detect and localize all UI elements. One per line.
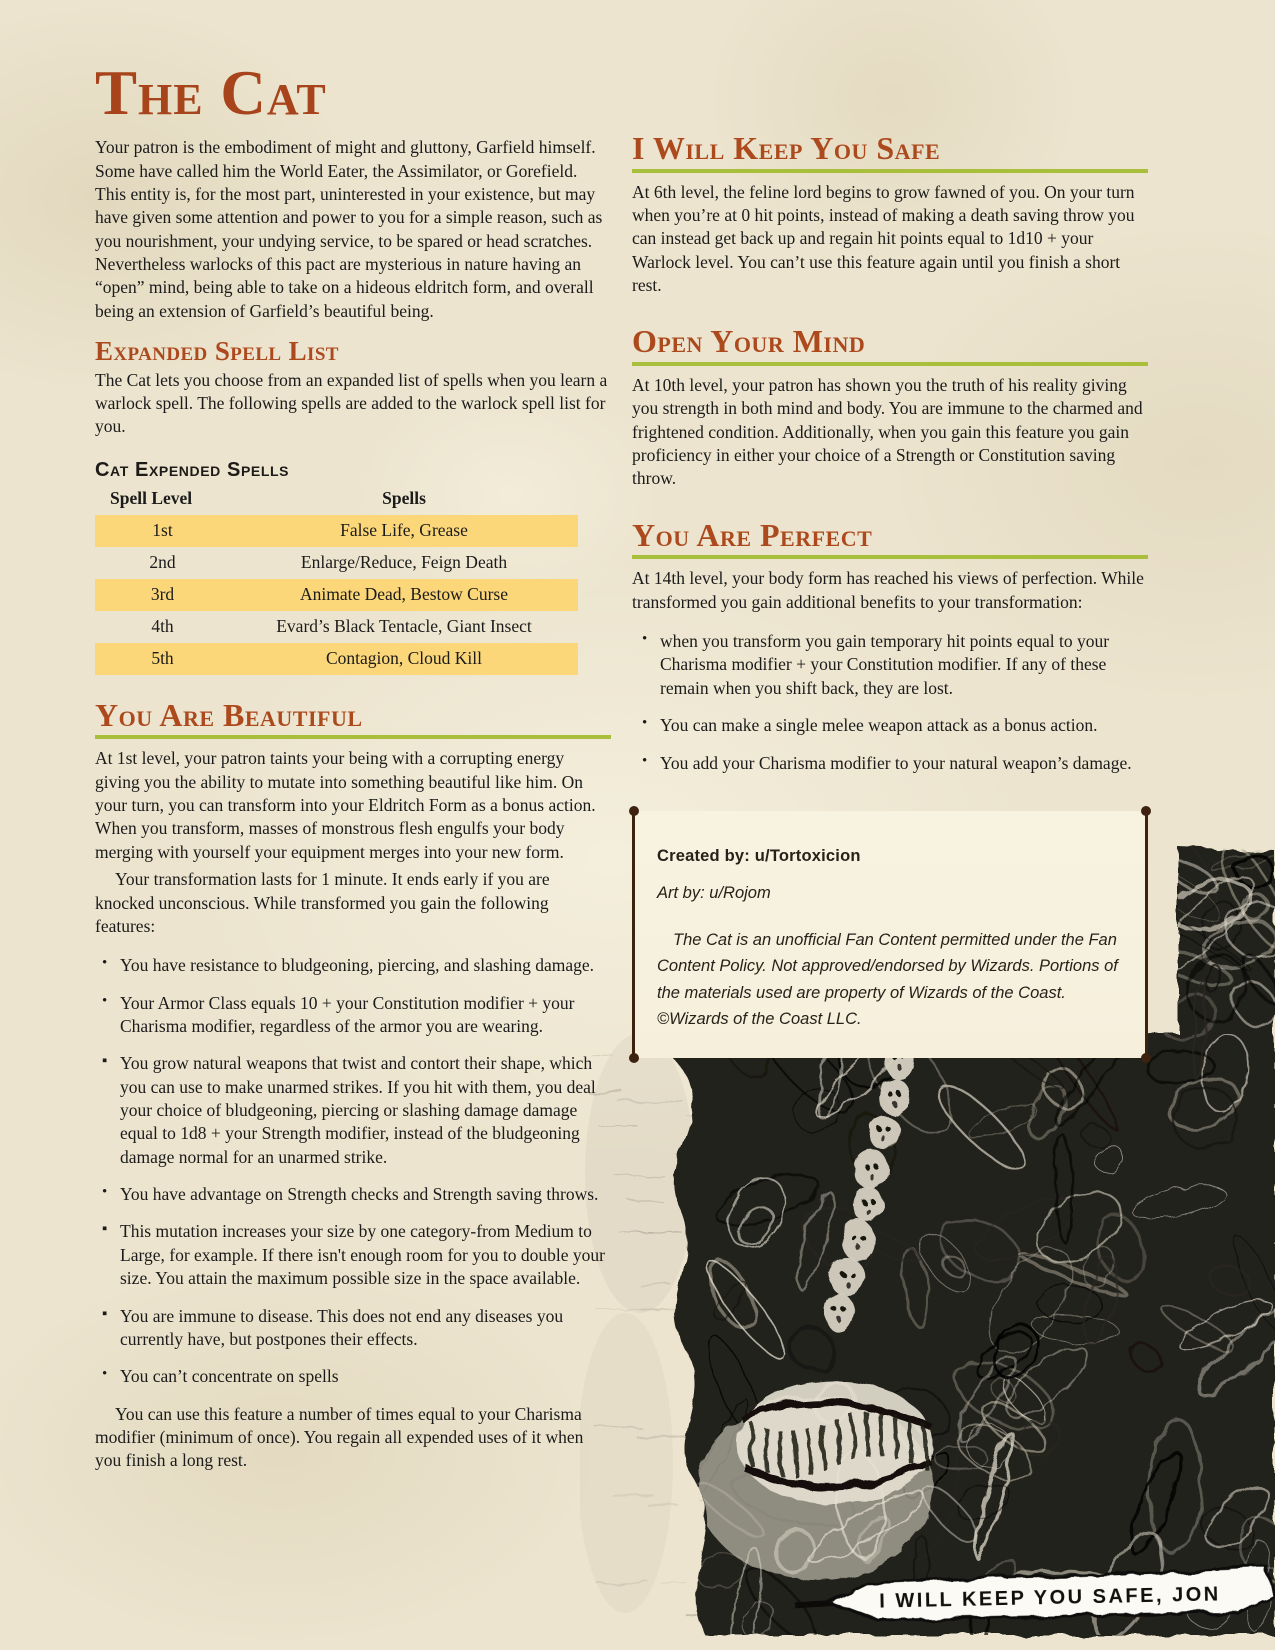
column-header-spells: Spells bbox=[382, 487, 426, 508]
list-item bbox=[95, 1183, 611, 1206]
you-are-perfect-body: At 14th level, your body form has reached his views of perfection. While transformed you gain additional benefits to your transformation: bbox=[632, 568, 1144, 612]
left-column bbox=[95, 60, 611, 1477]
list-item bbox=[632, 714, 1148, 737]
open-your-mind-body: At 10th level, your patron has shown you the truth of his reality giving you strength in both mind and body. You are immune to the charmed and frightened condition. Additionally, when you gain this feature you gain proficiency in either your choice of a Strength or Constitution saving throw. bbox=[632, 374, 1143, 489]
page-title: The Cat bbox=[95, 58, 327, 128]
corner-dot-icon bbox=[629, 806, 639, 816]
bullet-icon: • bbox=[102, 1366, 108, 1383]
list-item bbox=[95, 1220, 611, 1290]
list-item-text: You grow natural weapons that twist and contort their shape, which you can use to make unarmed strikes. If you hit with them, you deal your choice of bludgeoning, piercing or slashing damage damage equal to 1d8 + your Strength modifier, instead of the bludgeoning damage normal for an unarmed strike. bbox=[120, 1053, 596, 1167]
list-item-text: You are immune to disease. This does not end any diseases you currently have, but postpones their effects. bbox=[120, 1305, 564, 1349]
column-header-spell-level: Spell Level bbox=[110, 487, 193, 508]
heading-open-your-mind: Open Your Mind bbox=[632, 323, 866, 360]
bullet-icon: • bbox=[642, 631, 648, 648]
intro-paragraph: Your patron is the embodiment of might and gluttony, Garfield himself. Some have called him the World Eater, the Assimilator, or Gorefield. This entity is, for the most part, uninterested in your existence, but may have given some attention and power to you for a simple reason, such as you nourishment, your undying service, to be spared or head scratches. Nevertheless warlocks of this pact are mysterious in nature having an “open” mind, being able to take on a hideous eldritch form, and overall being an extension of Garfield’s beautiful being. bbox=[95, 137, 603, 321]
spells-cell: False Life, Grease bbox=[230, 515, 578, 547]
spell-table-title: Cat Expended Spells bbox=[95, 458, 290, 481]
list-item-text: You have resistance to bludgeoning, piercing, and slashing damage. bbox=[120, 955, 595, 976]
bullet-icon: ▪ bbox=[102, 1053, 108, 1070]
table-row bbox=[95, 643, 578, 675]
section-rule bbox=[632, 169, 1148, 173]
heading-i-will-keep-you-safe: I Will Keep You Safe bbox=[632, 130, 941, 166]
corner-dot-icon bbox=[1141, 806, 1151, 816]
section-rule bbox=[95, 735, 611, 739]
list-item bbox=[632, 630, 1148, 700]
spell-level-cell: 3rd bbox=[95, 579, 230, 611]
spell-level-cell: 1st bbox=[95, 515, 230, 547]
art-banner-caption: I WILL KEEP YOU SAFE, JON bbox=[879, 1583, 1221, 1613]
table-row bbox=[95, 611, 578, 643]
list-item bbox=[95, 1052, 611, 1169]
heading-you-are-beautiful: You Are Beautiful bbox=[95, 696, 363, 733]
heading-you-are-perfect: You Are Perfect bbox=[632, 516, 873, 553]
bullet-icon: • bbox=[642, 715, 648, 732]
spell-level-cell: 5th bbox=[95, 643, 230, 675]
table-row bbox=[95, 515, 578, 547]
list-item-text: when you transform you gain temporary hit points equal to your Charisma modifier + your Constitution modifier. If any of these remain when you shift back, they are lost. bbox=[660, 631, 1110, 698]
list-item-text: You have advantage on Strength checks and Strength saving throws. bbox=[120, 1184, 599, 1205]
spells-cell: Contagion, Cloud Kill bbox=[230, 643, 578, 675]
list-item bbox=[95, 954, 611, 977]
list-item bbox=[95, 1305, 611, 1352]
bullet-icon: • bbox=[102, 1184, 108, 1201]
bullet-icon: • bbox=[102, 992, 108, 1009]
list-item bbox=[95, 1365, 611, 1388]
credits-note-box bbox=[632, 811, 1148, 1059]
list-item-text: You add your Charisma modifier to your natural weapon’s damage. bbox=[660, 752, 1132, 773]
perfect-feature-list bbox=[632, 630, 1148, 775]
list-item-text: You can’t concentrate on spells bbox=[120, 1366, 339, 1387]
list-item bbox=[632, 752, 1148, 775]
table-header-row bbox=[95, 486, 578, 515]
beautiful-closing-paragraph: You can use this feature a number of times equal to your Charisma modifier (minimum of once). You regain all expended uses of it when you finish a long rest. bbox=[95, 1403, 584, 1471]
spells-cell: Animate Dead, Bestow Curse bbox=[230, 579, 578, 611]
list-item bbox=[95, 992, 611, 1039]
beautiful-paragraph-2: Your transformation lasts for 1 minute. It ends early if you are knocked unconscious. While transformed you gain the following features: bbox=[95, 869, 550, 936]
bullet-icon: ▪ bbox=[102, 1305, 108, 1322]
table-row bbox=[95, 547, 578, 579]
keep-you-safe-body: At 6th level, the feline lord begins to grow fawned of you. On your turn when you’re at 0 hit points, instead of making a death saving throw you can instead get back up and regain hit points equal to 1d10 + your Warlock level. You can’t use this feature again until you finish a short rest. bbox=[632, 181, 1135, 296]
bullet-icon: ▪ bbox=[102, 1221, 108, 1238]
right-column bbox=[632, 132, 1148, 1058]
beautiful-feature-list bbox=[95, 954, 611, 1388]
section-rule bbox=[632, 555, 1148, 559]
bullet-icon: • bbox=[642, 752, 648, 769]
table-row bbox=[95, 579, 578, 611]
art-by-line: Art by: u/Rojom bbox=[657, 883, 771, 902]
list-item-text: Your Armor Class equals 10 + your Constitution modifier + your Charisma modifier, regardless of the armor you are wearing. bbox=[120, 992, 575, 1036]
spells-cell: Enlarge/Reduce, Feign Death bbox=[300, 552, 508, 573]
bullet-icon: • bbox=[102, 955, 108, 972]
heading-expanded-spell-list: Expanded Spell List bbox=[95, 336, 339, 367]
spell-level-cell: 2nd bbox=[149, 552, 176, 573]
list-item-text: This mutation increases your size by one category-from Medium to Large, for example. If there isn't enough room for you to double your size. You attain the maximum possible size in the space available. bbox=[120, 1221, 605, 1289]
expanded-spells-table bbox=[95, 486, 578, 675]
created-by-line: Created by: u/Tortoxicion bbox=[657, 846, 861, 865]
expanded-spell-list-body: The Cat lets you choose from an expanded list of spells when you learn a warlock spell. The following spells are added to the warlock spell list for you. bbox=[95, 369, 608, 437]
fan-content-legal-text: The Cat is an unofficial Fan Content permitted under the Fan Content Policy. Not approved/endorsed by Wizards. Portions of the materials used are property of Wizards of the Coast. ©Wizards of the Coast LLC. bbox=[657, 930, 1118, 1029]
beautiful-paragraph-1: At 1st level, your patron taints your being with a corrupting energy giving you the ability to mutate into something beautiful like him. On your turn, you can transform into your Eldritch Form as a bonus action. When you transform, masses of monstrous flesh engulfs your body merging with yourself your equipment merges into your new form. bbox=[95, 748, 596, 862]
spell-level-cell: 4th bbox=[151, 616, 174, 637]
list-item-text: You can make a single melee weapon attack as a bonus action. bbox=[660, 715, 1098, 736]
section-rule bbox=[632, 362, 1148, 366]
spells-cell: Evard’s Black Tentacle, Giant Insect bbox=[276, 616, 532, 637]
